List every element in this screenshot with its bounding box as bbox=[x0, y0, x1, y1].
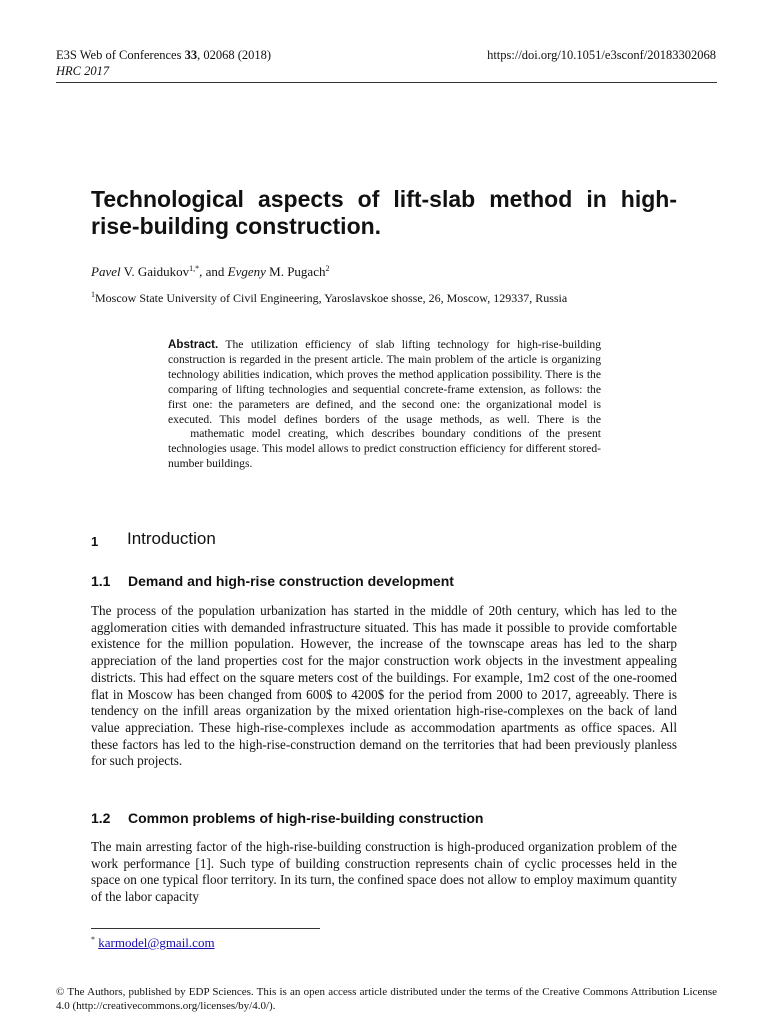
subsection-number: 1.1 bbox=[91, 573, 111, 589]
footnote-mark: * bbox=[91, 935, 95, 944]
author-2-affiliation-mark: 2 bbox=[325, 264, 330, 273]
paragraph-1-1: The process of the population urbanization has started in the middle of 20th century, which has led to the agglomeration cities with demanded infrastructure situated. This has made it possible to provide comfortable existence for the million population. However, the increase of the townscape areas has led to the sharp appreciation of the land properties cost for the major construction work objects in the investment appealing districts. This had effect on the square meters cost of the buildings. For example, 1m2 cost of the one-roomed flat in Moscow has been changed from 600$ to 4200$ for the period from 2000 to 2017, agreeably. There is tendency on the infill areas organization by the mixed orientation high-rise-complexes on the back of land value appreciation. These high-rise-complexes include as accommodation apartments as office spaces. All these factors has led to the high-rise-construction demand on the territories that had been previously planless for such projects. bbox=[91, 603, 677, 769]
author-1-first-name: Pavel bbox=[91, 264, 121, 279]
doi-link[interactable]: https://doi.org/10.1051/e3sconf/20183302068 bbox=[487, 48, 716, 62]
article-number: , 02068 (2018) bbox=[197, 48, 272, 62]
journal-citation bbox=[56, 47, 271, 63]
section-number: 1 bbox=[91, 534, 99, 549]
affiliation-mark: 1 bbox=[91, 290, 95, 299]
abstract-label: Abstract. bbox=[168, 338, 219, 351]
abstract-text: The utilization efficiency of slab lifting technology for high-rise-building construction is regarded in the present article. The main problem of the article is organizing technology abilities indication, which proves the method application possibility. There is the comparing of lifting technologies and sequential concrete-frame extension, as follows: the first one: the parameters are defined, and the second one: the organizational model is executed. This model defines borders of the usage methods, as well. There is the mathematic model creating, which describes boundary conditions of the present technologies usage. This model allows to predict construction efficiency for different stored-number buildings. bbox=[168, 338, 601, 471]
author-1-affiliation-mark: 1,* bbox=[189, 264, 200, 273]
license-notice: © The Authors, published by EDP Sciences. This is an open access article distributed under the terms of the Creative Commons Attribution License 4.0 (http://creativecommons.org/licenses/by/4.0/). bbox=[56, 986, 717, 1012]
author-1-surname: V. Gaidukov bbox=[120, 264, 190, 279]
affiliation bbox=[91, 290, 567, 306]
journal-volume: 33 bbox=[184, 48, 198, 62]
subsection-number: 1.2 bbox=[91, 810, 111, 826]
conference-name: HRC 2017 bbox=[56, 64, 110, 78]
paragraph-1-2: The main arresting factor of the high-rise-building construction is high-produced organization problem of the work performance [1]. Such type of building construction represents chain of cyclic processes held in the space on one typical floor territory. In its turn, the confined space does not allow to employ maximum quantity of the labor capacity bbox=[91, 839, 677, 905]
author-email-link[interactable]: karmodel@gmail.com bbox=[98, 935, 215, 950]
footnote-divider bbox=[91, 928, 320, 929]
affiliation-text: Moscow State University of Civil Engineering, Yaroslavskoe shosse, 26, Moscow, 129337, Russia bbox=[95, 291, 568, 305]
author-list bbox=[91, 264, 329, 280]
author-2-surname: M. Pugach bbox=[265, 264, 326, 279]
subsection-title: Demand and high-rise construction development bbox=[128, 573, 454, 589]
abstract bbox=[168, 338, 601, 472]
header-divider bbox=[56, 82, 717, 83]
author-separator: , and bbox=[199, 264, 228, 279]
section-title: Introduction bbox=[127, 529, 216, 548]
footnote bbox=[91, 935, 215, 951]
author-2-first-name: Evgeny bbox=[227, 264, 266, 279]
subsection-title: Common problems of high-rise-building construction bbox=[128, 810, 484, 826]
paper-title: Technological aspects of lift-slab method in high-rise-building construction. bbox=[91, 186, 677, 239]
journal-name: E3S Web of Conferences bbox=[56, 48, 185, 62]
